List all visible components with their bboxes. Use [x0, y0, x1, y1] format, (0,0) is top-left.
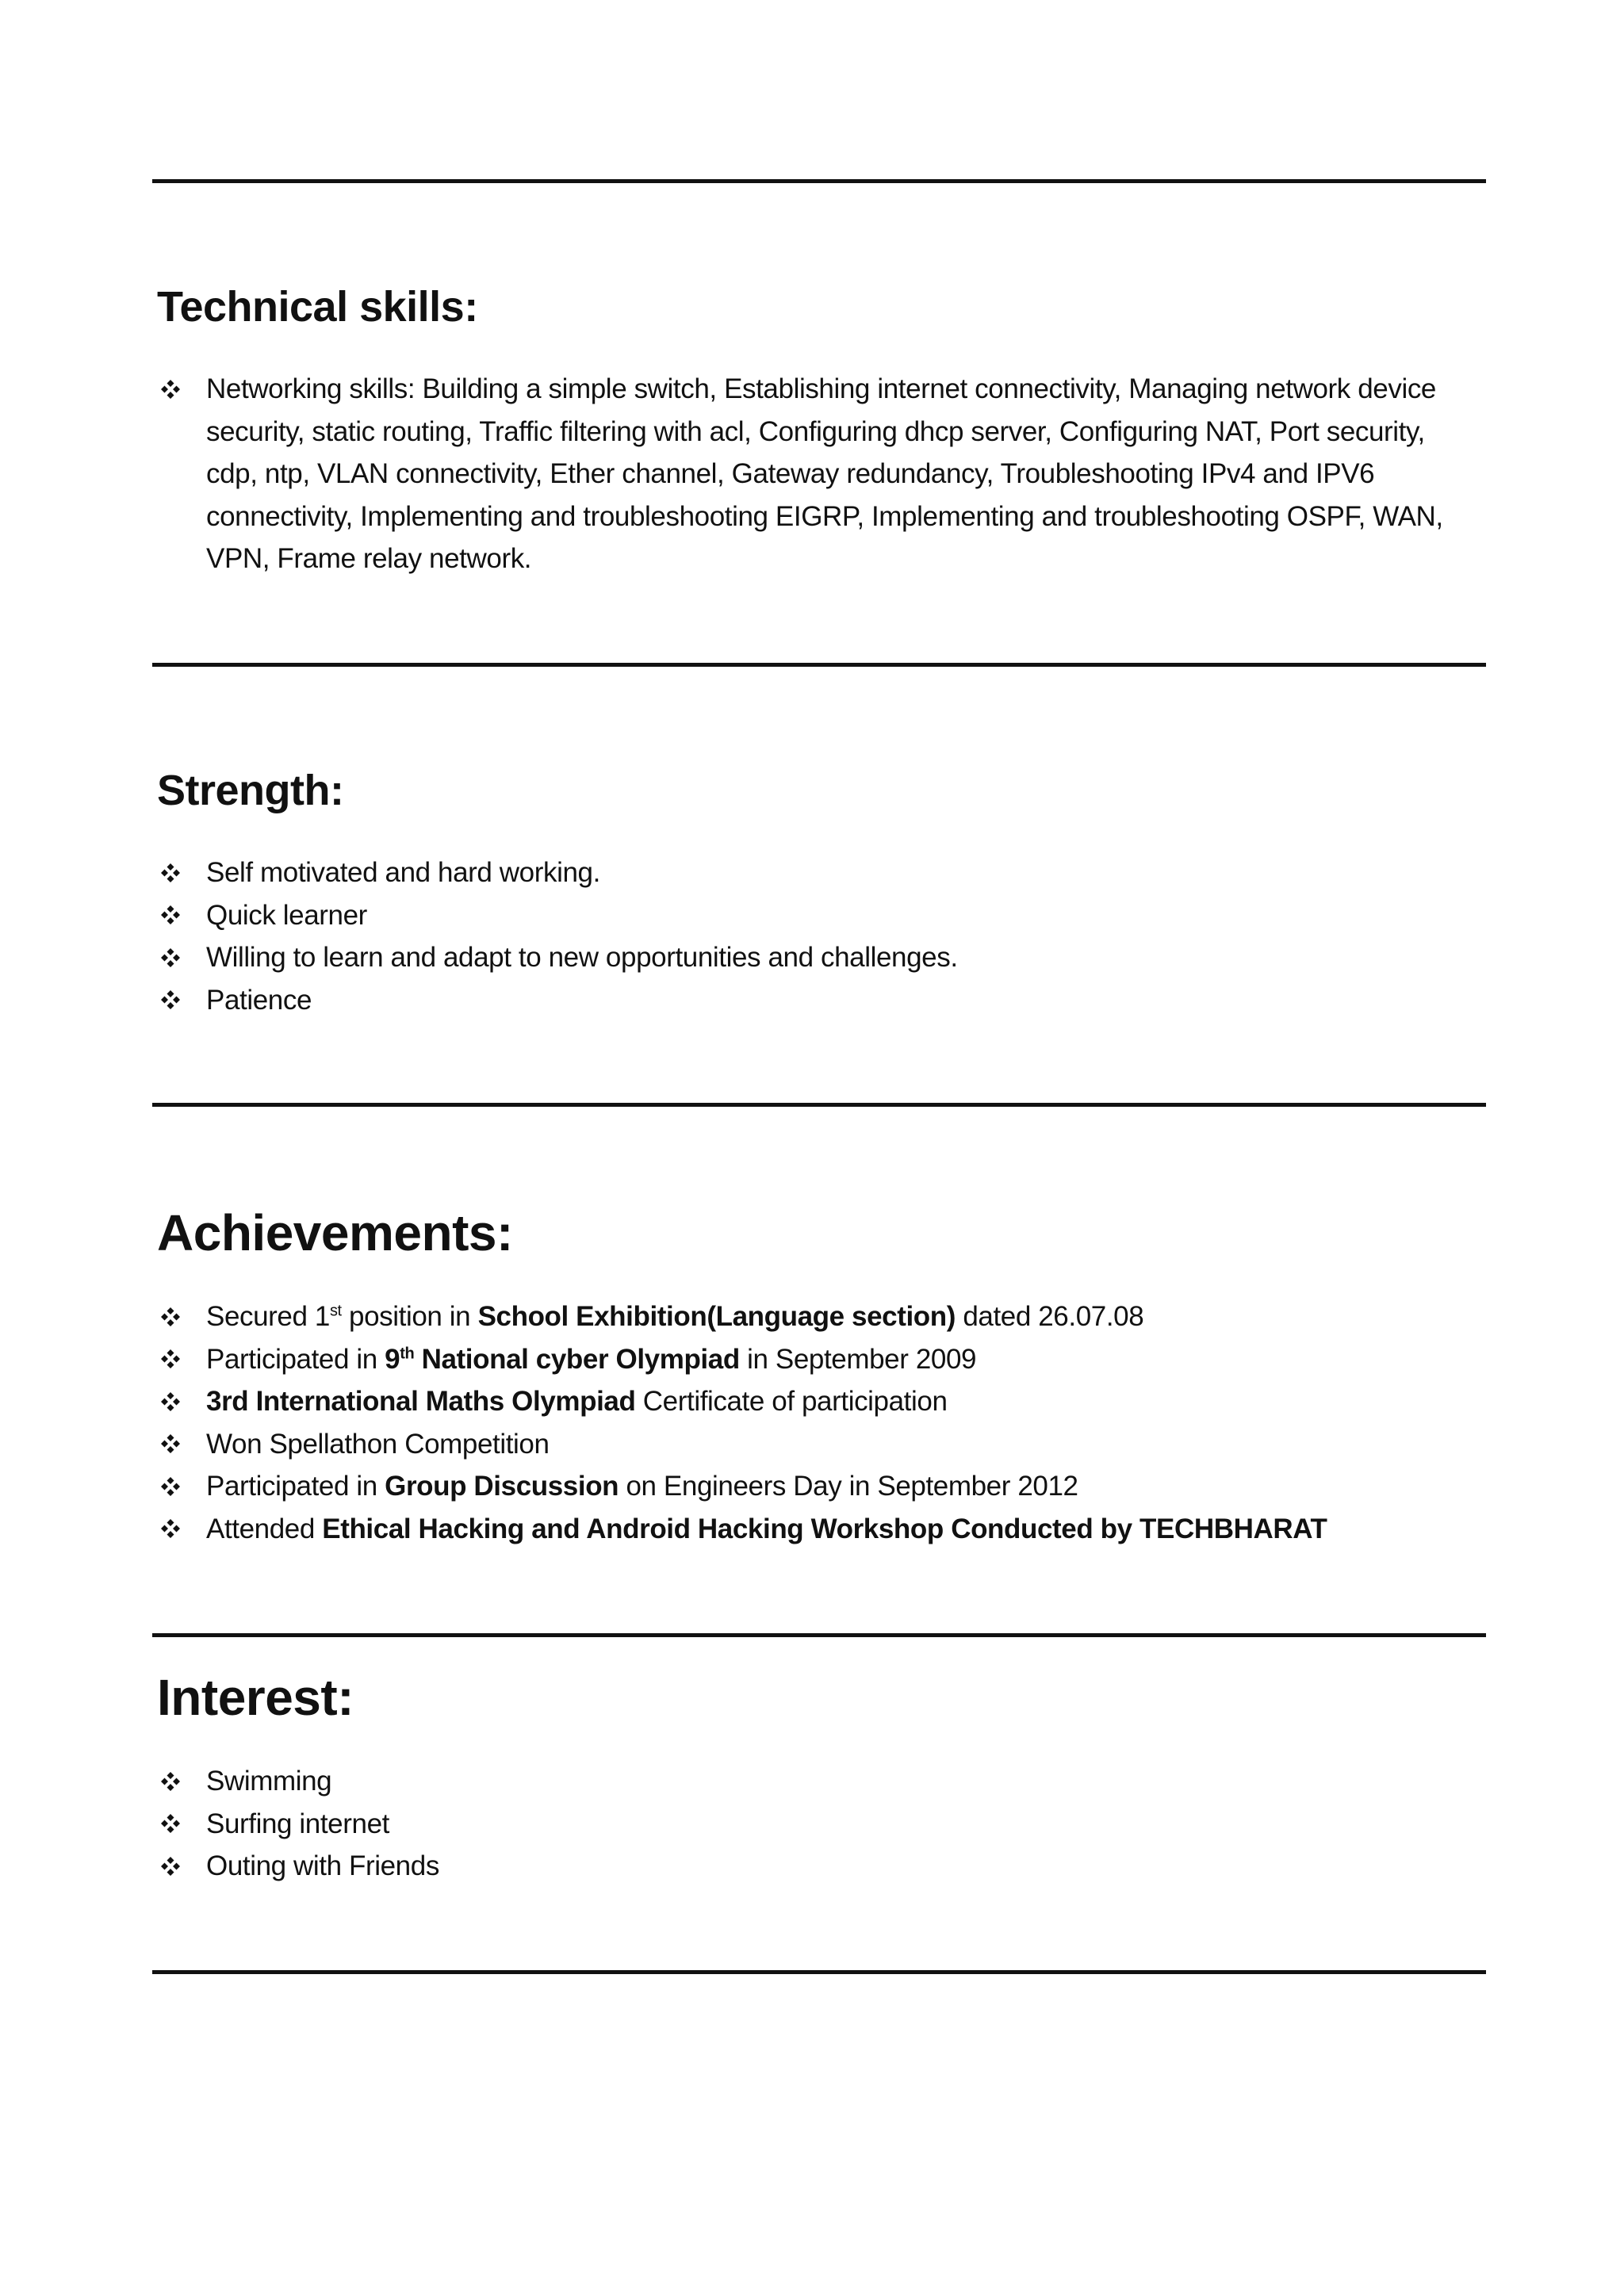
strength-text: Patience	[206, 984, 312, 1016]
list-item	[157, 979, 1489, 1022]
diamond-bullet-icon	[159, 1338, 182, 1380]
list-item	[157, 851, 1489, 894]
interest-section	[157, 1668, 1489, 1888]
achievements-list	[157, 1295, 1489, 1550]
diamond-bullet-icon	[159, 851, 182, 894]
divider-bottom	[152, 1970, 1486, 1974]
list-item	[157, 1845, 1489, 1888]
divider	[152, 1633, 1486, 1637]
list-item	[157, 1423, 1489, 1466]
interest-list	[157, 1760, 1489, 1888]
diamond-bullet-icon	[159, 1295, 182, 1337]
list-item	[157, 1760, 1489, 1803]
technical-skills-list	[157, 368, 1489, 580]
diamond-bullet-icon	[159, 1845, 182, 1887]
diamond-bullet-icon	[159, 1803, 182, 1845]
achievement-text: Participated in Group Discussion on Engineers Day in September 2012	[206, 1471, 1078, 1502]
diamond-bullet-icon	[159, 1380, 182, 1422]
strength-heading: Strength:	[157, 767, 344, 814]
list-item	[157, 1380, 1489, 1423]
diamond-bullet-icon	[159, 979, 182, 1021]
achievement-text: Won Spellathon Competition	[206, 1428, 550, 1460]
strength-text: Self motivated and hard working.	[206, 857, 600, 888]
achievement-text: 3rd International Maths Olympiad Certificate of participation	[206, 1386, 948, 1417]
technical-skill-text: Networking skills: Building a simple switch, Establishing internet connectivity, Managing network device security, static routing, Traffic filtering with acl, Configuring dhcp server, Configuring NAT, Port security, cdp, ntp, VLAN connectivity, Ether channel, Gateway redundancy, Troubleshooting IPv4 and IPV6 connectivity, Implementing and troubleshooting EIGRP, Implementing and troubleshooting OSPF, WAN, VPN, Frame relay network.	[206, 373, 1443, 574]
interest-heading: Interest:	[157, 1669, 354, 1726]
list-item	[157, 1295, 1489, 1338]
achievement-text: Participated in 9th National cyber Olympiad in September 2009	[206, 1343, 977, 1375]
diamond-bullet-icon	[159, 936, 182, 978]
diamond-bullet-icon	[159, 1508, 182, 1550]
diamond-bullet-icon	[159, 894, 182, 936]
divider	[152, 663, 1486, 667]
achievements-heading: Achievements:	[157, 1204, 513, 1261]
achievement-text: Attended Ethical Hacking and Android Hacking Workshop Conducted by TECHBHARAT	[206, 1513, 1327, 1544]
technical-skills-heading: Technical skills:	[157, 283, 478, 331]
interest-text: Swimming	[206, 1766, 332, 1797]
achievements-section	[157, 1203, 1489, 1550]
interest-text: Outing with Friends	[206, 1850, 439, 1881]
divider	[152, 1103, 1486, 1107]
diamond-bullet-icon	[159, 1465, 182, 1507]
list-item	[157, 936, 1489, 979]
diamond-bullet-icon	[159, 1423, 182, 1465]
list-item	[157, 1338, 1489, 1381]
divider-top	[152, 179, 1486, 183]
interest-text: Surfing internet	[206, 1808, 389, 1839]
list-item	[157, 1508, 1489, 1551]
achievement-text: Secured 1st position in School Exhibition(Language section) dated 26.07.08	[206, 1301, 1144, 1332]
diamond-bullet-icon	[159, 1760, 182, 1802]
diamond-bullet-icon	[159, 368, 182, 410]
technical-skills-section	[157, 282, 1489, 580]
strength-text: Quick learner	[206, 899, 367, 931]
strength-section	[157, 766, 1489, 1021]
list-item	[157, 894, 1489, 937]
list-item	[157, 1465, 1489, 1508]
strength-list	[157, 851, 1489, 1021]
list-item	[157, 368, 1489, 580]
list-item	[157, 1803, 1489, 1846]
strength-text: Willing to learn and adapt to new opportunities and challenges.	[206, 942, 958, 973]
